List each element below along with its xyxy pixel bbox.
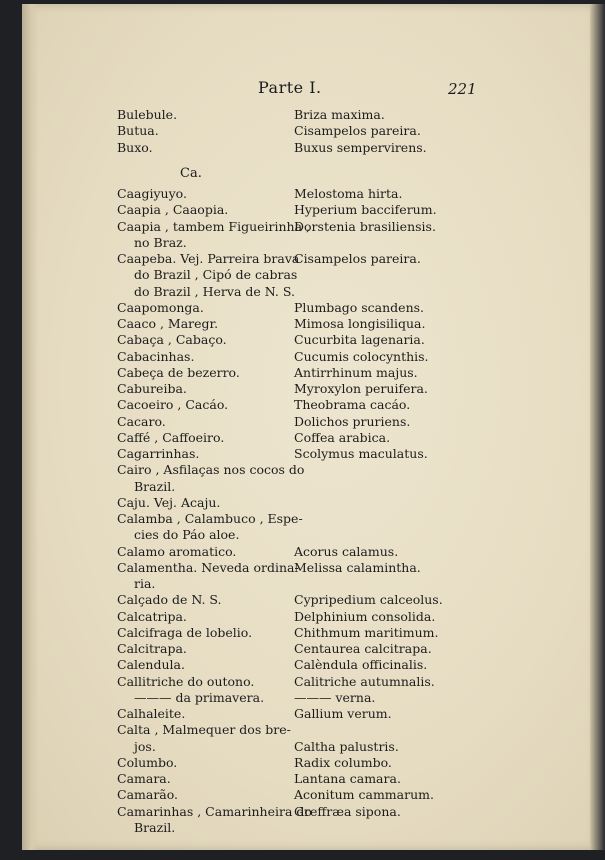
entry-row <box>22 690 590 705</box>
latin-name: Greffræa sipona. <box>294 803 401 819</box>
latin-name: Dorstenia brasiliensis. <box>294 218 436 234</box>
entry-row <box>22 140 590 155</box>
vernacular-name: Cacoeiro , Cacáo. <box>117 397 229 413</box>
entry-row <box>22 267 590 282</box>
latin-name: Delphinium consolida. <box>294 608 436 624</box>
latin-name: ——— verna. <box>294 689 376 705</box>
entry-row <box>22 755 590 770</box>
vernacular-name: Calçado de N. S. <box>117 592 222 608</box>
vernacular-name: Calamba , Calambuco , Espe- <box>117 511 303 526</box>
vernacular-name: Cacaro. <box>117 413 166 429</box>
entry-row <box>22 527 590 542</box>
entry-row <box>22 544 590 559</box>
vernacular-name: Callitriche do outono. <box>117 673 255 689</box>
vernacular-name: jos. <box>134 738 156 754</box>
entry-row <box>22 739 590 754</box>
entry-row <box>22 511 590 526</box>
vernacular-name: Calcifraga de lobelio. <box>117 624 253 640</box>
entry-row <box>22 560 590 575</box>
vernacular-name: cies do Páo aloe. <box>134 527 240 543</box>
entry-row <box>22 430 590 445</box>
vernacular-name: Cairo , Asfilaças nos cocos do <box>117 462 305 478</box>
latin-name: Lantana camara. <box>294 771 401 786</box>
entry-row <box>22 462 590 477</box>
vernacular-name: Bulebule. <box>117 107 178 122</box>
latin-name: Centaurea calcitrapa. <box>294 641 432 656</box>
vernacular-name: Caffé , Caffoeiro. <box>117 429 225 445</box>
vernacular-name: Caagiyuyo. <box>117 186 187 201</box>
vernacular-name: Calhaleite. <box>117 706 186 721</box>
scan-edge <box>590 4 605 850</box>
latin-name: Mimosa longisiliqua. <box>294 316 426 331</box>
vernacular-name: Calendula. <box>117 657 185 673</box>
entry-row <box>22 414 590 429</box>
entry-row <box>22 219 590 234</box>
latin-name: Melissa calamintha. <box>294 559 421 575</box>
entry-row <box>22 706 590 721</box>
entry-row <box>22 479 590 494</box>
latin-name: Calitriche autumnalis. <box>294 673 435 689</box>
vernacular-name: Brazil. <box>134 819 176 835</box>
entry-row <box>22 657 590 672</box>
vernacular-name: Calcatripa. <box>117 608 187 624</box>
entry-row <box>22 349 590 364</box>
entry-row <box>22 397 590 412</box>
vernacular-name: no Braz. <box>134 234 187 250</box>
vernacular-name: Camara. <box>117 771 171 786</box>
vernacular-name: Cagarrinhas. <box>117 446 200 461</box>
entry-row <box>22 202 590 217</box>
entry-row <box>22 251 590 266</box>
vernacular-name: Buxo. <box>117 139 153 155</box>
entry-row <box>22 186 590 201</box>
latin-name: Calèndula officinalis. <box>294 657 428 673</box>
entry-row <box>22 284 590 299</box>
entry-row <box>22 381 590 396</box>
vernacular-name: Calamentha. Neveda ordina- <box>117 559 299 575</box>
entry-row <box>22 576 590 591</box>
vernacular-name: Cabeça de bezerro. <box>117 364 240 380</box>
vernacular-name: do Brazil , Cipó de cabras <box>134 267 298 283</box>
entry-row <box>22 771 590 786</box>
latin-name: Gallium verum. <box>294 706 392 721</box>
entry-row <box>22 332 590 347</box>
entry-row <box>22 300 590 315</box>
entry-row <box>22 609 590 624</box>
entry-row <box>22 446 590 461</box>
latin-name: Cucumis colocynthis. <box>294 348 429 364</box>
entry-row <box>22 107 590 122</box>
vernacular-name: Butua. <box>117 123 159 139</box>
entry-row <box>22 495 590 510</box>
entry-row <box>22 804 590 819</box>
vernacular-name: Cabaça , Cabaço. <box>117 332 227 348</box>
latin-name: Scolymus maculatus. <box>294 446 428 461</box>
latin-name: Buxus sempervirens. <box>294 139 427 155</box>
vernacular-name: Caapia , tambem Figueirinha , <box>117 218 310 234</box>
entry-row <box>22 820 590 835</box>
vernacular-name: Caapeba. Vej. Parreira brava <box>117 251 300 266</box>
latin-name: Briza maxima. <box>294 107 385 122</box>
book-page <box>22 4 590 850</box>
vernacular-name: do Brazil , Herva de N. S. <box>134 283 295 299</box>
vernacular-name: Caju. Vej. Acaju. <box>117 494 221 510</box>
vernacular-name: Cabureiba. <box>117 381 187 396</box>
running-header: Parte I. <box>258 78 322 97</box>
latin-name: Chithmum maritimum. <box>294 624 439 640</box>
latin-name: Aconitum cammarum. <box>294 787 434 803</box>
entry-row <box>22 316 590 331</box>
latin-name: Antirrhinum majus. <box>294 364 418 380</box>
vernacular-name: Camarão. <box>117 787 179 803</box>
vernacular-name: Calcitrapa. <box>117 641 187 656</box>
vernacular-name: Calta , Malmequer dos bre- <box>117 722 291 738</box>
entry-row <box>22 123 590 138</box>
latin-name: Plumbago scandens. <box>294 299 425 315</box>
latin-name: Cypripedium calceolus. <box>294 592 443 608</box>
latin-name: Myroxylon peruifera. <box>294 381 428 396</box>
entry-row <box>22 787 590 802</box>
vernacular-name: Cabacinhas. <box>117 348 195 364</box>
entry-row <box>22 641 590 656</box>
latin-name: Coffea arabica. <box>294 429 391 445</box>
vernacular-name: Columbo. <box>117 754 178 770</box>
vernacular-name: Caapomonga. <box>117 299 204 315</box>
entry-row <box>22 722 590 737</box>
section-heading: Ca. <box>180 166 202 181</box>
entry-row <box>22 625 590 640</box>
latin-name: Cisampelos pareira. <box>294 123 421 139</box>
latin-name: Melostoma hirta. <box>294 186 403 201</box>
page-number: 221 <box>448 80 477 98</box>
latin-name: Cisampelos pareira. <box>294 251 421 266</box>
latin-name: Caltha palustris. <box>294 738 399 754</box>
latin-name: Hyperium bacciferum. <box>294 202 437 218</box>
latin-name: Radix columbo. <box>294 754 392 770</box>
latin-name: Cucurbita lagenaria. <box>294 332 425 348</box>
vernacular-name: Brazil. <box>134 478 176 494</box>
vernacular-name: Calamo aromatico. <box>117 543 237 559</box>
latin-name: Acorus calamus. <box>294 543 399 559</box>
entry-row <box>22 365 590 380</box>
entry-row <box>22 235 590 250</box>
entry-row <box>22 674 590 689</box>
vernacular-name: ——— da primavera. <box>134 689 265 705</box>
latin-name: Dolichos pruriens. <box>294 413 411 429</box>
latin-name: Theobrama cacáo. <box>294 397 411 413</box>
vernacular-name: ria. <box>134 576 156 591</box>
vernacular-name: Caaco , Maregr. <box>117 316 219 331</box>
vernacular-name: Caapia , Caaopia. <box>117 202 229 218</box>
entry-row <box>22 592 590 607</box>
vernacular-name: Camarinhas , Camarinheira do <box>117 803 312 819</box>
